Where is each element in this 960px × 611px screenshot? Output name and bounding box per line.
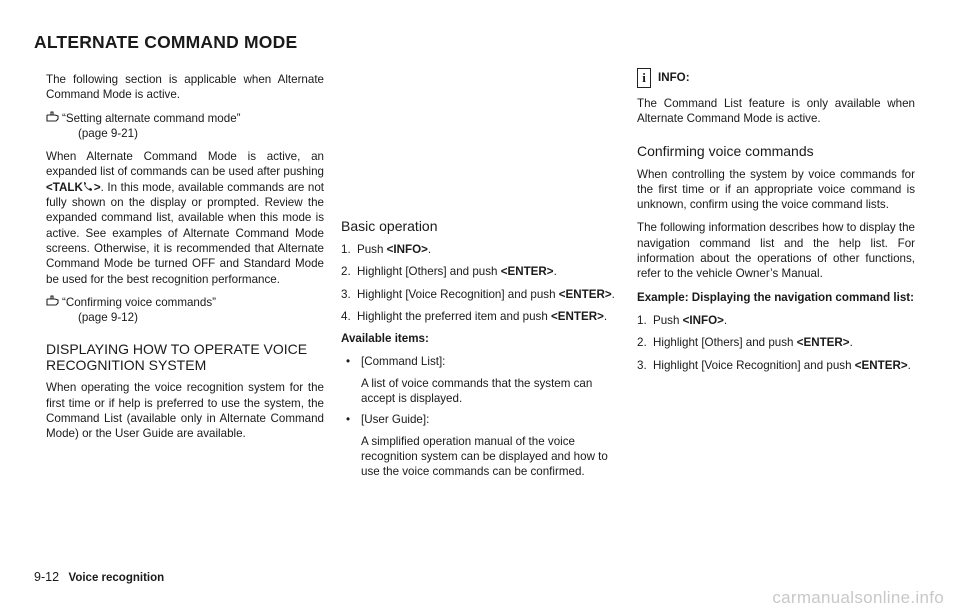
list-item — [637, 335, 915, 350]
cross-reference-page: (page 9-12) — [78, 311, 138, 325]
step-end: . — [611, 287, 615, 301]
page-footer — [34, 570, 164, 584]
info-text: The Command List feature is only available when Alternate Command Mode is active. — [637, 97, 915, 126]
page-number: 9-12 — [34, 570, 60, 584]
info-label: INFO: — [658, 71, 690, 85]
step-text: Push — [357, 243, 387, 256]
column-left — [46, 72, 324, 450]
step-number: 2. — [637, 336, 647, 350]
example-heading: Example: Displaying the navigation command list: — [637, 290, 915, 304]
list-item — [341, 354, 619, 406]
key-label: <ENTER> — [796, 336, 850, 350]
cross-reference[interactable] — [46, 111, 324, 142]
steps-list — [637, 313, 915, 373]
list-item — [637, 313, 915, 328]
mode-paragraph — [46, 149, 324, 287]
help-paragraph: When operating the voice recognition system for the first time or if help is preferred to use the system, the Command List (available only in Alternate Command Mode) or the User Guide are available. — [46, 381, 324, 441]
list-item — [341, 309, 619, 324]
confirm-paragraph: When controlling the system by voice commands for the first time or if an appropriate voice command is unknown, confirm using the voice command lists. — [637, 167, 915, 212]
info-icon: i — [637, 68, 651, 88]
column-middle — [341, 218, 619, 486]
key-label: <ENTER> — [551, 309, 604, 323]
step-text: Push — [653, 313, 683, 327]
phone-handset-icon — [83, 181, 94, 194]
talk-key — [46, 181, 101, 194]
list-item — [341, 242, 619, 257]
intro-paragraph: The following section is applicable when Alternate Command Mode is active. — [46, 73, 324, 102]
step-number: 4. — [341, 309, 351, 323]
bullet: • — [346, 355, 351, 369]
step-number: 1. — [341, 243, 351, 256]
step-number: 1. — [637, 313, 647, 327]
subsection-heading: Basic operation — [341, 218, 438, 234]
item-description: A simplified operation manual of the voice recognition system can be displayed and how to use the voice commands can be confirmed. — [361, 434, 608, 479]
mode-paragraph-end: . In this mode, available commands are not fully shown on the display or prompted. Review the expanded command list, available when this mode is active. See examples of Alternate Command Mode screens. Otherwise, it is recommended that Alternate Command Mode be turned OFF and Standard Mode be used for the best recognition performance. — [46, 180, 324, 286]
talk-key-label: <TALK — [46, 180, 83, 194]
info-header — [637, 68, 915, 88]
step-end: . — [553, 265, 557, 279]
mode-paragraph-start: When Alternate Command Mode is active, an expanded list of commands can be used after pushing — [46, 150, 324, 179]
available-items-label: Available items: — [341, 332, 429, 346]
step-end: . — [849, 336, 853, 350]
column-right — [637, 68, 915, 380]
page-title: ALTERNATE COMMAND MODE — [34, 32, 298, 52]
watermark: carmanualsonline.info — [772, 588, 944, 607]
talk-key-close: > — [93, 180, 101, 194]
bullet: • — [346, 413, 351, 427]
pointing-hand-icon — [46, 111, 62, 127]
step-text: Highlight [Voice Recognition] and push — [357, 287, 559, 301]
step-number: 3. — [637, 358, 647, 372]
cross-reference-title: “Confirming voice commands” — [62, 295, 216, 309]
list-item — [341, 412, 619, 479]
key-label: <ENTER> — [854, 358, 908, 372]
list-item — [341, 287, 619, 302]
cross-reference-title: “Setting alternate command mode” — [62, 111, 241, 125]
key-label: <ENTER> — [500, 265, 554, 279]
item-name: [User Guide]: — [361, 413, 430, 427]
chapter-name: Voice recognition — [68, 572, 165, 584]
list-item — [341, 264, 619, 279]
item-name: [Command List]: — [361, 355, 446, 369]
step-end: . — [603, 309, 608, 323]
key-label: <ENTER> — [558, 287, 612, 301]
cross-reference-page: (page 9-21) — [78, 126, 138, 140]
step-end: . — [723, 313, 728, 327]
cross-reference[interactable] — [46, 295, 324, 326]
list-item — [637, 358, 915, 373]
step-end: . — [907, 358, 911, 372]
step-end: . — [427, 243, 432, 256]
step-text: Highlight the preferred item and push — [357, 309, 551, 323]
step-number: 3. — [341, 287, 351, 301]
description-paragraph: The following information describes how to display the navigation command list and the help list. For information about the operations of other functions, refer to the vehicle Owner’s Manual. — [637, 221, 915, 281]
step-number: 2. — [341, 265, 351, 279]
step-text: Highlight [Others] and push — [357, 265, 501, 279]
pointing-hand-icon — [46, 295, 62, 311]
steps-list — [341, 242, 619, 324]
key-label: <INFO> — [682, 313, 724, 327]
subsection-heading: Confirming voice commands — [637, 142, 814, 159]
key-label: <INFO> — [386, 243, 428, 256]
step-text: Highlight [Others] and push — [653, 336, 797, 350]
step-text: Highlight [Voice Recognition] and push — [653, 358, 855, 372]
section-heading: DISPLAYING HOW TO OPERATE VOICE RECOGNITION SYSTEM — [46, 341, 308, 374]
item-description: A list of voice commands that the system can accept is displayed. — [361, 376, 593, 406]
